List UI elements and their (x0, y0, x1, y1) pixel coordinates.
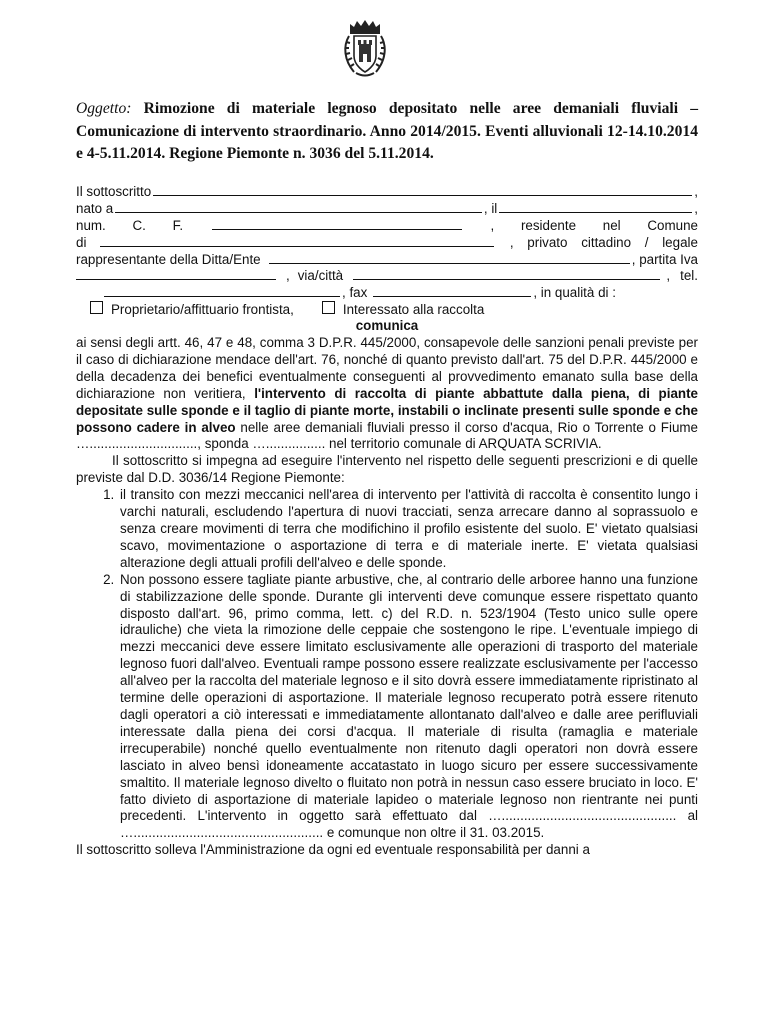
comma: , (490, 217, 495, 233)
field-label-nel: nel (602, 217, 621, 233)
field-label-tel: tel. (680, 268, 698, 284)
prescriptions-list (76, 487, 698, 842)
birthdate-field[interactable] (499, 200, 692, 213)
field-label-legale: legale (662, 234, 698, 250)
address-field[interactable] (353, 267, 660, 280)
field-label-partita-iva: , partita Iva (631, 251, 698, 267)
municipal-coat-of-arms-icon (342, 18, 388, 80)
form-line-options (76, 301, 698, 318)
subject-text: Rimozione di materiale legnoso depositato nelle aree demaniali fluviali – Comunicazione di intervento straordinario. Anno 2014/2015. Eventi alluvionali 12-14.10.2014 e 4-5.11.2014. Regione Piemonte n. 3036 del 5.11.2014. (76, 100, 698, 162)
vat-field[interactable] (76, 267, 276, 280)
comma: , (509, 234, 514, 250)
fax-field[interactable] (373, 284, 531, 297)
field-label-fax: , fax (342, 285, 368, 301)
field-label-in-qualita: , in qualità di : (533, 285, 616, 301)
field-label-il: , il (483, 200, 498, 216)
commitment-paragraph: Il sottoscritto si impegna ad eseguire l'intervento nel rispetto delle seguenti prescrizioni e di quelle previste dal D.D. 3036/14 Regione Piemonte: (76, 453, 698, 486)
declaration-tail-text: nelle aree demaniali fluviali presso il corso d'acqua, Rio o Torrente o Fiume …............................., sponda …................ nel territorio comunale di ARQUATA SCRIVIA. (76, 419, 698, 452)
tax-code-field[interactable] (212, 217, 462, 230)
field-label-comune: Comune (647, 217, 698, 233)
field-label-via-citta: via/città (297, 268, 344, 284)
list-item: 2. Non possono essere tagliate piante arbustive, che, al contrario delle arboree hanno una funzione di stabilizzazione delle sponde. Durante gli interventi deve comunque essere rispettato quanto disposto dall'art. 96, primo comma, lett. c) del R.D. n. 523/1904 (Testo unico sulle opere idrauliche) che vieta la rimozione delle ceppaie che sostengono le ripe. L'eventuale impiego di mezzi meccanici deve essere limitato esclusivamente alle operazioni di trasporto del materiale legnoso fuori dall'alveo. Eventuali rampe possono essere realizzate esclusivamente per l'accesso all'alveo per la raccolta del materiale legnoso e il sito dovrà essere immediatamente ripristinato al termine delle operazioni di asportazione. Il materiale legnoso recuperato potrà essere ritenuto dagli operatori a ciò interessati e immediatamente allontanato dall'alveo e dalle aree perifluviali interessate dalla piena dei corsi d'acqua. Il materiale di risulta (ramaglia e materiale irrecuperabile) nonché quello eventualmente non ritenuto dagli operatori non dovrà essere lasciato in alveo bensì idoneamente accatastato in luogo sicuro per essere successivamente smaltito. Il materiale legnoso divelto o fluitato non potrà in nessun caso essere bruciato in loco. E' fatto divieto di asportazione di materiale lapideo o materiale legnoso non rientrante nei punti precedenti. L'intervento in oggetto sarà effettuato dal …............................................... al …................................................... e comunque non oltre il 31. 03.2015. (118, 572, 698, 843)
form-line-comune (76, 234, 698, 251)
comma: , (286, 268, 290, 284)
field-label-privato: privato (527, 234, 568, 250)
declaration-text: ai sensi degli artt. 46, 47 e 48, comma 3 D.P.R. 445/2000, consapevole delle sanzioni penali previste per il caso di dichiarazione mendace dell'art. 76, nonché di quanto previsto dall'art. 75 del D.P.R. 445/2000 e della decadenza dei benefici eventualmente conseguenti al provvedimento emanato sulla base della dichiarazione non veritiera, (76, 335, 698, 401)
option-label-interessato: Interessato alla raccolta (342, 302, 485, 318)
field-label-di: di (76, 234, 87, 250)
declaration-paragraph (76, 335, 698, 453)
liability-paragraph: Il sottoscritto solleva l'Amministrazione da ogni ed eventuale responsabilità per danni a (76, 842, 590, 858)
company-field[interactable] (269, 251, 630, 264)
form-line-ditta (76, 251, 698, 268)
field-label-c: C. (132, 217, 146, 233)
list-item: 1. il transito con mezzi meccanici nell'area di intervento per l'attività di raccolta è consentito lungo i varchi naturali, escludendo l'apertura di nuovi tracciati, senza arrecare danno al soprassuolo e senza creare movimenti di terra che modifichino il profilo esistente del suolo. E' vietato qualsiasi scavo, movimentazione o asportazione di terra e di materiale inerte. E' vietata qualsiasi alterazione degli attuali profili dell'alveo e delle sponde. (118, 487, 698, 572)
checkbox-interessato[interactable] (322, 301, 335, 314)
municipality-field[interactable] (100, 234, 494, 247)
checkbox-proprietario[interactable] (90, 301, 103, 314)
phone-field[interactable] (104, 284, 340, 297)
comunica-heading: comunica (355, 318, 419, 334)
subject-heading (76, 98, 698, 166)
form-line-cf (76, 217, 698, 234)
subject-label: Oggetto: (76, 100, 132, 117)
name-field[interactable] (153, 183, 692, 196)
field-label-f: F. (172, 217, 184, 233)
option-label-proprietario: Proprietario/affittuario frontista, (111, 302, 294, 318)
field-label-ditta-ente: rappresentante della Ditta/Ente (76, 251, 261, 267)
birthplace-field[interactable] (115, 200, 482, 213)
form-line-birth: nato a , il , (76, 200, 698, 216)
field-label-nato-a: nato a (76, 200, 114, 216)
slash: / (644, 234, 649, 250)
declaration-bold-text: l'intervento di raccolta di piante abbattute dalla piena, di piante depositate sulle sponde e il taglio di piante morte, instabili o inclinate presenti sulle sponde e che possono cadere in alveo (76, 385, 698, 435)
field-label-cittadino: cittadino (581, 234, 632, 250)
form-line-fax (76, 284, 698, 301)
field-label-residente: residente (520, 217, 577, 233)
field-label-num: num. (76, 217, 106, 233)
field-label-sottoscritto: Il sottoscritto (76, 184, 152, 199)
comma: , (666, 268, 671, 284)
declaration-form (76, 183, 698, 859)
form-line-name: Il sottoscritto , (76, 184, 698, 199)
form-line-address (76, 267, 698, 284)
